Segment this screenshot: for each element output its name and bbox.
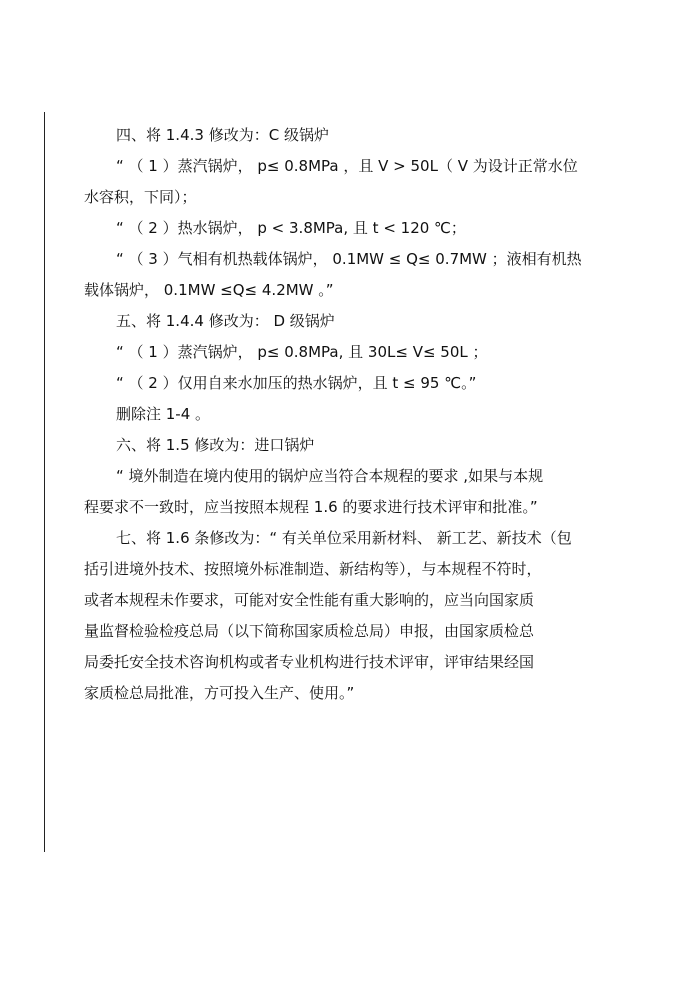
text-line: “ （ 3 ）气相有机热载体锅炉， 0.1MW ≤ Q≤ 0.7MW ；液相有机热 [116,250,582,268]
text-line: 载体锅炉， 0.1MW ≤Q≤ 4.2MW 。” [84,281,334,299]
text-line: “ （ 2 ）仅用自来水加压的热水锅炉，且 t ≤ 95 ℃。” [116,374,477,392]
text-line: 括引进境外技术、按照境外标准制造、新结构等），与本规程不符时， [84,560,542,578]
text-line: 局委托安全技术咨询机构或者专业机构进行技术评审，评审结果经国 [84,653,535,671]
text-line: 水容积，下同）； [84,188,197,206]
text-line: “ （ 1 ）蒸汽锅炉， p≤ 0.8MPa, 且 30L≤ V≤ 50L ； [116,343,488,361]
text-line: “ （ 2 ）热水锅炉， p < 3.8MPa, 且 t < 120 ℃； [116,219,466,237]
text-line: 五、将 1.4.4 修改为： D 级锅炉 [116,312,335,330]
text-line: 七、将 1.6 条修改为：“ 有关单位采用新材料、 新工艺、新技术（包 [116,529,572,547]
text-line: 删除注 1-4 。 [116,405,211,423]
text-line: 六、将 1.5 修改为：进口锅炉 [116,436,315,454]
text-line: 或者本规程未作要求，可能对安全性能有重大影响的，应当向国家质 [84,591,535,609]
text-line: “ （ 1 ）蒸汽锅炉， p≤ 0.8MPa ，且 V > 50L（ V 为设计正常水位 [116,157,578,175]
text-line: 四、将 1.4.3 修改为：C 级锅炉 [116,126,329,144]
text-line: 程要求不一致时，应当按照本规程 1.6 的要求进行技术评审和批准。” [84,498,538,516]
document-body [84,120,624,709]
text-line: 量监督检验检疫总局（以下简称国家质检总局）申报，由国家质检总 [84,622,535,640]
text-line: 家质检总局批准，方可投入生产、使用。” [84,684,355,702]
left-margin-rule [44,112,45,852]
text-line: “ 境外制造在境内使用的锅炉应当符合本规程的要求 ,如果与本规 [116,467,544,485]
